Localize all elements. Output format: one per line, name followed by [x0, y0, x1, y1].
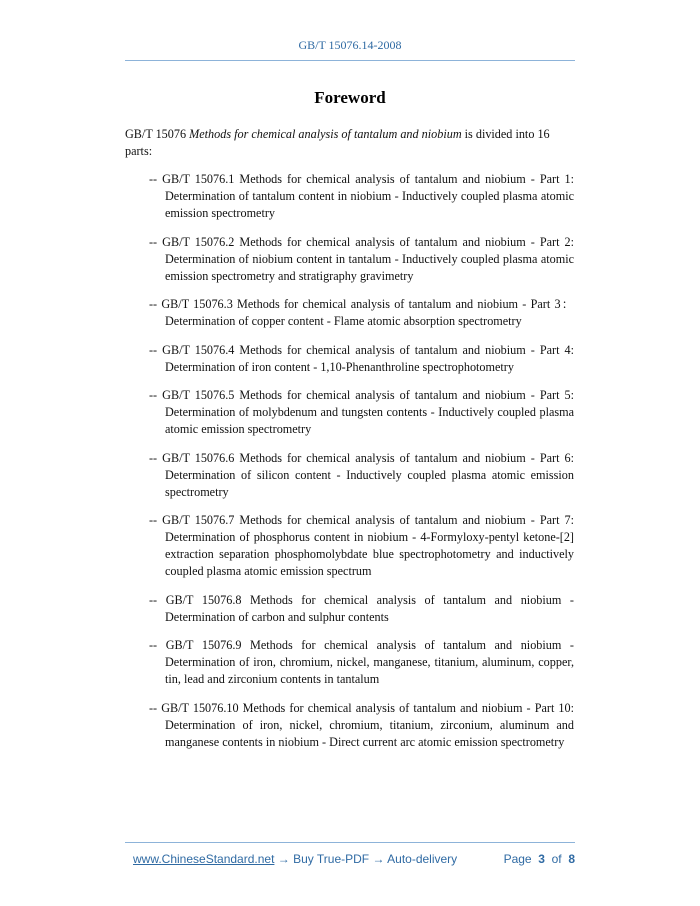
footer-links: [133, 852, 457, 866]
page-indicator: [504, 852, 575, 866]
list-item: -- GB/T 15076.9 Methods for chemical analysis of tantalum and niobium - Determination of iron, chromium, nickel, manganese, titanium, aluminum, copper, tin, lead and zirconium contents in tantalum: [149, 638, 574, 686]
foreword-body: [125, 126, 574, 762]
header-standard-number: GB/T 15076.14-2008: [298, 38, 402, 52]
intro-series-title: Methods for chemical analysis of tantalum and niobium: [189, 127, 462, 141]
list-item: -- GB/T 15076.2 Methods for chemical analysis of tantalum and niobium - Part 2: Determination of niobium content in tantalum - Inductively coupled plasma atomic emission spectrometry and stratigraphy gravimetry: [149, 234, 574, 283]
intro-prefix: GB/T 15076: [125, 127, 190, 141]
page-total: 8: [568, 852, 575, 866]
page-of: of: [551, 852, 562, 866]
arrow-icon: →: [369, 852, 388, 866]
footer-divider: [125, 842, 575, 843]
auto-delivery-link[interactable]: Auto-delivery: [387, 852, 458, 866]
list-item: -- GB/T 15076.6 Methods for chemical analysis of tantalum and niobium - Part 6: Determination of silicon content - Inductively coupled plasma atomic emission spectrometry: [149, 450, 574, 499]
arrow-icon: →: [274, 852, 294, 866]
list-item: -- GB/T 15076.10 Methods for chemical analysis of tantalum and niobium - Part 10: Determination of iron, nickel, chromium, titanium, zirconium, aluminum and manganese contents in niobium - Direct current arc atomic emission spectrometry: [149, 700, 574, 749]
site-link[interactable]: www.ChineseStandard.net: [133, 852, 275, 866]
buy-pdf-link[interactable]: Buy True-PDF: [293, 852, 370, 866]
list-item: -- GB/T 15076.4 Methods for chemical analysis of tantalum and niobium - Part 4: Determination of iron content - 1,10-Phenanthroline spectrophotometry: [149, 342, 574, 374]
page-label: Page: [503, 852, 532, 866]
page-title: Foreword: [314, 88, 386, 107]
page-footer: [133, 852, 575, 868]
list-item: -- GB/T 15076.8 Methods for chemical analysis of tantalum and niobium - Determination of carbon and sulphur contents: [149, 592, 574, 624]
page-current: 3: [538, 852, 545, 866]
intro-suffix: is divided into 16 parts:: [125, 127, 550, 158]
list-item: -- GB/T 15076.7 Methods for chemical analysis of tantalum and niobium - Part 7: Determination of phosphorus content in niobium - 4-Formyloxy-pentyl ketone-[2] extraction separation phosphomolybdate blue spectrophotometry and inductively coupled plasma atomic emission spectrum: [149, 513, 574, 578]
intro-paragraph: [125, 126, 574, 160]
list-item: -- GB/T 15076.3 Methods for chemical analysis of tantalum and niobium - Part 3：Determination of copper content - Flame atomic absorption spectrometry: [149, 297, 574, 328]
list-item: -- GB/T 15076.1 Methods for chemical analysis of tantalum and niobium - Part 1: Determination of tantalum content in niobium - Inductively coupled plasma atomic emission spectrometry: [149, 172, 574, 220]
list-item: -- GB/T 15076.5 Methods for chemical analysis of tantalum and niobium - Part 5: Determination of molybdenum and tungsten contents - Inductively coupled plasma atomic emission spectrometry: [149, 388, 574, 436]
header-divider: [125, 60, 575, 61]
parts-list: [125, 171, 574, 751]
